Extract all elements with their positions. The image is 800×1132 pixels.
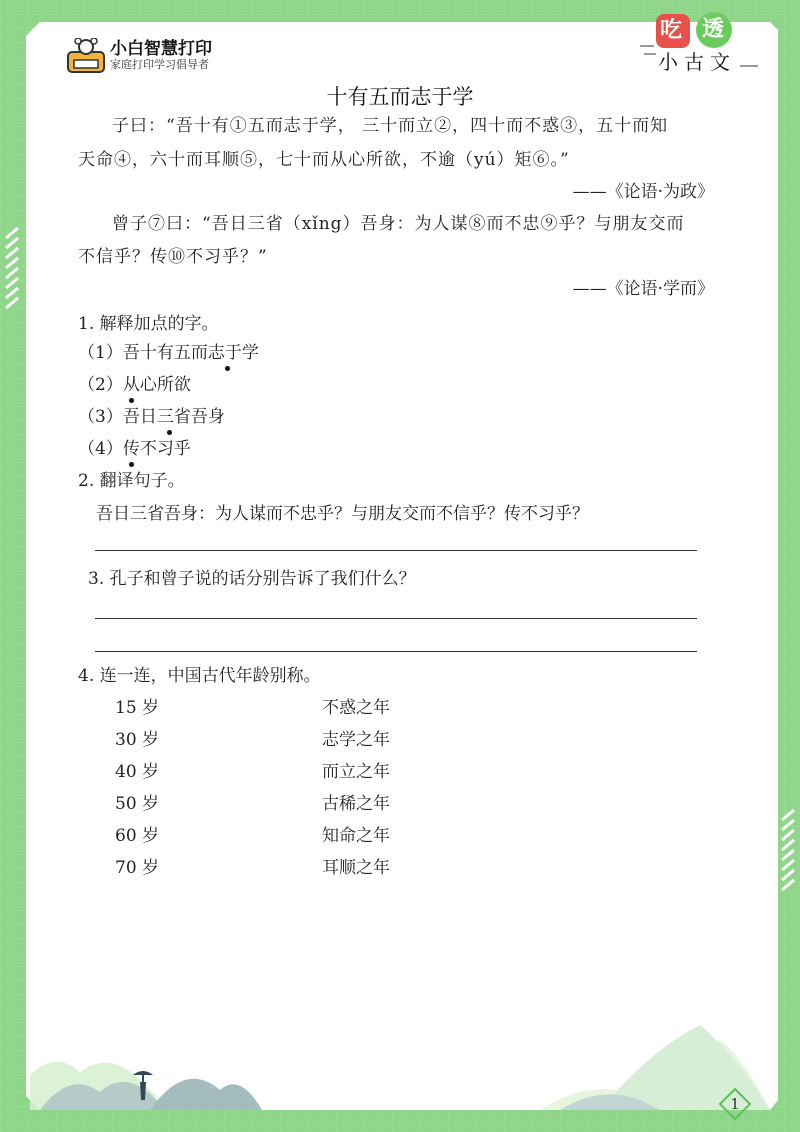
age-item: 70 岁 [115,858,160,878]
q2-title: 2. 翻译句子。 [78,471,185,491]
age-name-item: 耳顺之年 [322,858,390,878]
q4-title: 4. 连一连，中国古代年龄别称。 [78,666,321,686]
brand-name: 小白智慧打印 [110,39,212,59]
age-name-item: 不惑之年 [322,698,390,718]
passage-p1-line2: 天命④，六十而耳顺⑤，七十而从心所欲，不逾（yú）矩⑥。” [78,150,570,170]
badge-char-2: 透 [702,17,725,42]
age-item: 60 岁 [115,826,160,846]
emphasis-dot [129,462,134,467]
q1-item-4: （4）传不习乎 [78,439,191,459]
brand-logo [66,38,226,78]
age-name-item: 古稀之年 [322,794,390,814]
page-number: 1 [730,1095,740,1113]
emphasis-dot [225,366,230,371]
answer-line[interactable] [95,651,697,652]
age-item: 50 岁 [115,794,160,814]
passage-source-1: ——《论语·为政》 [572,182,714,202]
answer-line[interactable] [95,618,697,619]
passage-p2-line1: 曾子⑦曰：“吾日三省（xǐng）吾身：为人谋⑧而不忠⑨乎？与朋友交而 [112,214,685,234]
age-name-item: 而立之年 [322,762,390,782]
q1-item-3: （3）吾日三省吾身 [78,407,225,427]
q2-sentence: 吾日三省吾身：为人谋而不忠乎？与朋友交而不信乎？传不习乎？ [96,504,589,524]
passage-source-2: ——《论语·学而》 [572,279,714,299]
q1-item-1: （1）吾十有五而志于学 [78,343,259,363]
q1-title: 1. 解释加点的字。 [78,314,219,334]
series-badge [640,10,760,80]
brand-tagline: 家庭打印学习倡导者 [110,58,209,71]
emphasis-dot [167,430,172,435]
q1-item-2: （2）从心所欲 [78,375,191,395]
age-item: 15 岁 [115,698,160,718]
q3-title: 3. 孔子和曾子说的话分别告诉了我们什么？ [88,569,416,589]
age-name-item: 知命之年 [322,826,390,846]
age-item: 30 岁 [115,730,160,750]
emphasis-dot [129,398,134,403]
passage-p2-line2: 不信乎？传⑩不习乎？” [78,247,268,267]
series-title: 小古文 [658,50,736,74]
age-name-item: 志学之年 [322,730,390,750]
answer-line[interactable] [95,550,697,551]
badge-char-1: 吃 [660,18,683,43]
passage-title: 十有五而志于学 [326,85,474,109]
printer-mascot-icon [66,38,106,74]
passage-p1-line1: 子曰：“吾十有①五而志于学， 三十而立②，四十而不惑③，五十而知 [112,116,669,136]
age-item: 40 岁 [115,762,160,782]
